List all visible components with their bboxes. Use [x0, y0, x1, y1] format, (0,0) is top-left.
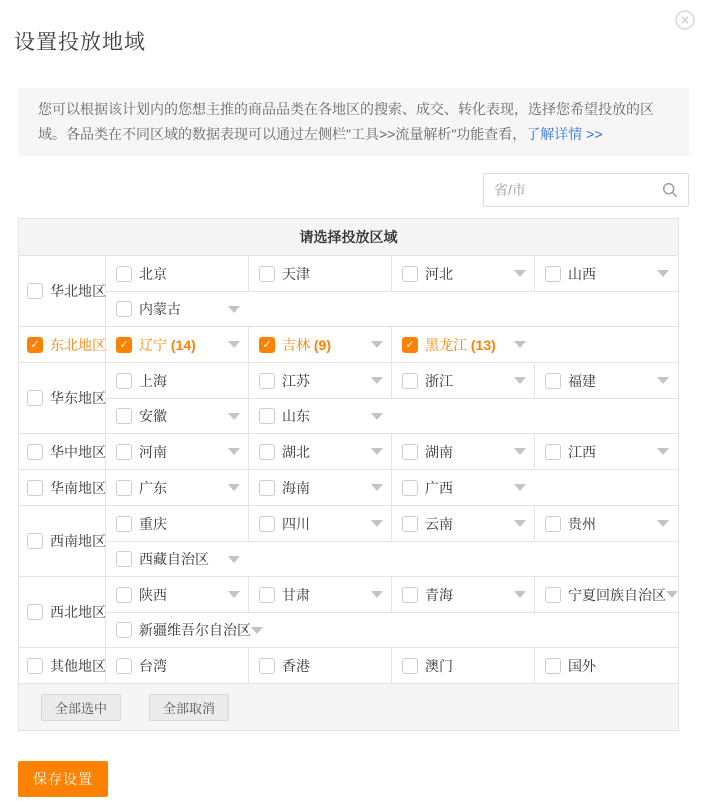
province-label: 山西 — [568, 265, 596, 282]
province-cell-inner — [402, 585, 526, 605]
selected-count: (13) — [467, 336, 496, 353]
province-cell — [249, 399, 678, 433]
province-checkbox[interactable] — [545, 658, 561, 674]
region-cell — [19, 470, 106, 505]
province-cell-inner — [545, 514, 669, 534]
province-subrows — [106, 327, 678, 362]
province-subrow — [106, 398, 678, 433]
search-icon[interactable] — [662, 182, 678, 198]
region-checkbox[interactable] — [27, 604, 43, 620]
province-cell-inner — [116, 549, 240, 569]
province-cell-inner — [545, 442, 669, 462]
province-cell-inner — [259, 585, 383, 605]
select-all-button[interactable]: 全部选中 — [41, 694, 121, 721]
province-cell-inner — [116, 656, 240, 676]
province-cell — [392, 434, 535, 469]
province-subrows — [106, 648, 678, 683]
chevron-down-icon[interactable] — [228, 413, 240, 420]
province-label: 辽宁 (14) — [139, 336, 196, 353]
province-checkbox[interactable] — [402, 373, 418, 389]
notice-box — [18, 88, 689, 156]
province-label: 贵州 — [568, 515, 596, 532]
province-cell-inner — [402, 371, 526, 391]
region-cell — [19, 434, 106, 469]
search-input[interactable] — [494, 182, 662, 198]
province-cell-inner — [402, 442, 526, 462]
province-label: 上海 — [139, 372, 167, 389]
province-label: 广西 — [425, 479, 453, 496]
province-label: 甘肃 — [282, 586, 310, 603]
region-row — [19, 434, 678, 470]
province-cell-inner — [116, 371, 240, 391]
notice-text: 您可以根据该计划内的您想主推的商品品类在各地区的搜索、成交、转化表现，选择您希望投放的区域。各品类在不同区域的数据表现可以通过左侧栏"工具>>流量解析"功能查看， — [38, 101, 654, 142]
province-cell-inner — [259, 656, 383, 676]
region-table — [18, 218, 679, 731]
province-cell-inner — [116, 514, 240, 534]
province-label: 北京 — [139, 265, 167, 282]
province-cell — [249, 363, 392, 398]
chevron-down-icon[interactable] — [228, 484, 240, 491]
province-cell — [535, 506, 678, 541]
province-label: 江西 — [568, 443, 596, 460]
province-checkbox[interactable] — [259, 408, 275, 424]
province-cell-inner — [116, 264, 240, 284]
province-subrow — [106, 470, 678, 505]
province-label: 云南 — [425, 515, 453, 532]
chevron-down-icon[interactable] — [228, 448, 240, 455]
province-label: 台湾 — [139, 657, 167, 674]
province-label: 湖南 — [425, 443, 453, 460]
province-cell — [106, 506, 249, 541]
province-label: 青海 — [425, 586, 453, 603]
province-checkbox[interactable] — [545, 444, 561, 460]
region-checkbox[interactable]: ✓ — [27, 337, 43, 353]
chevron-down-icon[interactable] — [657, 448, 669, 455]
region-label: 西北地区 — [50, 604, 106, 620]
province-label: 江苏 — [282, 372, 310, 389]
region-row — [19, 648, 678, 684]
province-checkbox[interactable] — [116, 373, 132, 389]
selected-count: (9) — [310, 336, 331, 353]
region-row — [19, 470, 678, 506]
province-subrows — [106, 434, 678, 469]
region-label: 华东地区 — [50, 390, 106, 406]
province-cell — [249, 256, 392, 291]
province-cell — [106, 256, 249, 291]
province-label: 山东 — [282, 408, 310, 424]
province-checkbox[interactable] — [259, 266, 275, 282]
region-rows — [19, 256, 678, 684]
region-checkbox[interactable] — [27, 390, 43, 406]
region-label: 华中地区 — [50, 443, 106, 460]
province-subrow — [106, 291, 678, 326]
province-label: 西藏自治区 — [139, 551, 209, 567]
province-checkbox[interactable] — [545, 266, 561, 282]
province-label: 陕西 — [139, 586, 167, 603]
province-checkbox[interactable] — [259, 480, 275, 496]
province-label: 福建 — [568, 372, 596, 389]
region-row — [19, 577, 678, 648]
chevron-down-icon[interactable] — [371, 377, 383, 384]
page-title: 设置投放地域 — [14, 31, 146, 54]
chevron-down-icon[interactable] — [514, 377, 526, 384]
province-cell-inner — [116, 335, 240, 355]
chevron-down-icon[interactable] — [514, 270, 526, 277]
region-cell — [19, 256, 106, 326]
province-checkbox[interactable] — [116, 444, 132, 460]
province-label: 湖北 — [282, 443, 310, 460]
province-cell — [106, 292, 678, 326]
province-subrow — [106, 506, 678, 541]
province-checkbox[interactable] — [402, 480, 418, 496]
chevron-down-icon[interactable] — [371, 591, 383, 598]
province-cell — [106, 577, 249, 612]
province-cell — [106, 363, 249, 398]
region-checkbox[interactable] — [27, 658, 43, 674]
table-header: 请选择投放区域 — [19, 219, 678, 256]
chevron-down-icon[interactable] — [514, 484, 526, 491]
province-cell-inner — [259, 264, 383, 284]
province-cell-inner — [259, 335, 383, 355]
province-cell-inner — [545, 585, 670, 605]
province-cell — [392, 327, 678, 362]
chevron-down-icon[interactable] — [371, 520, 383, 527]
province-cell-inner — [116, 585, 240, 605]
region-label: 东北地区 — [50, 336, 106, 353]
region-checkbox[interactable] — [27, 283, 43, 299]
province-checkbox[interactable] — [259, 444, 275, 460]
province-subrow — [106, 363, 678, 398]
province-subrows — [106, 506, 678, 576]
chevron-down-icon[interactable] — [228, 591, 240, 598]
province-cell — [392, 470, 678, 505]
province-checkbox[interactable] — [402, 516, 418, 532]
region-cell — [19, 577, 106, 647]
province-label: 重庆 — [139, 515, 167, 532]
province-checkbox[interactable] — [259, 587, 275, 603]
chevron-down-icon[interactable] — [371, 341, 383, 348]
chevron-down-icon[interactable] — [371, 484, 383, 491]
table-footer — [19, 684, 678, 730]
province-cell — [535, 256, 678, 291]
province-subrow — [106, 577, 678, 612]
province-subrow — [106, 434, 678, 469]
region-row — [19, 327, 678, 363]
province-subrows — [106, 256, 678, 326]
province-label: 河南 — [139, 443, 167, 460]
province-checkbox[interactable] — [259, 373, 275, 389]
province-subrow — [106, 256, 678, 291]
province-cell-inner — [259, 442, 383, 462]
province-cell — [249, 648, 392, 683]
save-button[interactable]: 保存设置 — [18, 761, 108, 797]
province-cell-inner — [402, 478, 526, 498]
province-checkbox[interactable] — [259, 658, 275, 674]
chevron-down-icon[interactable] — [657, 270, 669, 277]
province-subrows — [106, 470, 678, 505]
chevron-down-icon[interactable] — [228, 556, 240, 563]
region-checkbox[interactable] — [27, 533, 43, 549]
province-cell-inner — [259, 371, 383, 391]
chevron-down-icon[interactable] — [514, 448, 526, 455]
province-label: 河北 — [425, 265, 453, 282]
province-cell-inner — [259, 514, 383, 534]
province-cell — [392, 363, 535, 398]
chevron-down-icon[interactable] — [514, 520, 526, 527]
province-label: 海南 — [282, 479, 310, 496]
province-label: 新疆维吾尔自治区 — [139, 622, 251, 638]
province-label: 国外 — [568, 657, 596, 674]
province-cell — [535, 363, 678, 398]
province-cell-inner — [116, 442, 240, 462]
province-checkbox[interactable] — [116, 266, 132, 282]
province-checkbox[interactable] — [116, 587, 132, 603]
region-checkbox[interactable] — [27, 480, 43, 496]
province-cell — [249, 506, 392, 541]
province-cell-inner — [259, 478, 383, 498]
province-checkbox[interactable]: ✓ — [116, 337, 132, 353]
province-cell-inner — [402, 335, 526, 355]
province-subrow — [106, 541, 678, 576]
province-checkbox[interactable] — [402, 266, 418, 282]
province-checkbox[interactable] — [545, 373, 561, 389]
province-checkbox[interactable] — [116, 551, 132, 567]
province-label: 天津 — [282, 265, 310, 282]
province-cell — [106, 648, 249, 683]
province-checkbox[interactable] — [545, 587, 561, 603]
province-label: 吉林 (9) — [282, 336, 331, 353]
province-cell-inner — [402, 514, 526, 534]
province-subrows — [106, 363, 678, 433]
province-cell — [249, 470, 392, 505]
province-label: 安徽 — [139, 408, 167, 424]
province-cell — [106, 399, 249, 433]
province-cell — [106, 613, 678, 647]
province-checkbox[interactable]: ✓ — [402, 337, 418, 353]
region-cell — [19, 363, 106, 433]
province-cell-inner — [259, 406, 383, 426]
province-label: 广东 — [139, 479, 167, 496]
chevron-down-icon[interactable] — [666, 591, 678, 598]
province-cell — [535, 434, 678, 469]
province-checkbox[interactable] — [116, 301, 132, 317]
province-cell — [249, 434, 392, 469]
chevron-down-icon[interactable] — [371, 448, 383, 455]
province-checkbox[interactable] — [116, 480, 132, 496]
cancel-all-button[interactable]: 全部取消 — [149, 694, 229, 721]
province-checkbox[interactable] — [402, 587, 418, 603]
province-cell-inner — [545, 371, 669, 391]
region-row — [19, 506, 678, 577]
search-box[interactable] — [483, 173, 689, 207]
province-cell-inner — [402, 656, 526, 676]
province-cell — [392, 256, 535, 291]
province-subrow — [106, 648, 678, 683]
chevron-down-icon[interactable] — [657, 520, 669, 527]
province-cell — [249, 327, 392, 362]
province-checkbox[interactable] — [116, 658, 132, 674]
region-cell — [19, 327, 106, 362]
close-icon[interactable] — [675, 10, 695, 30]
province-checkbox[interactable] — [402, 444, 418, 460]
province-checkbox[interactable] — [116, 516, 132, 532]
province-cell — [106, 470, 249, 505]
province-label: 宁夏回族自治区 — [568, 586, 666, 603]
province-cell-inner — [116, 406, 240, 426]
province-cell — [249, 577, 392, 612]
chevron-down-icon[interactable] — [228, 341, 240, 348]
chevron-down-icon[interactable] — [228, 306, 240, 313]
region-row — [19, 363, 678, 434]
province-cell — [106, 542, 678, 576]
province-cell — [106, 434, 249, 469]
chevron-down-icon[interactable] — [251, 627, 263, 634]
province-label: 澳门 — [425, 657, 453, 674]
province-label: 四川 — [282, 515, 310, 532]
province-label: 浙江 — [425, 372, 453, 389]
province-checkbox[interactable] — [116, 408, 132, 424]
region-label: 华北地区 — [50, 283, 106, 299]
province-cell-inner — [545, 656, 669, 676]
province-cell-inner — [116, 478, 240, 498]
province-label: 香港 — [282, 657, 310, 674]
province-cell-inner — [116, 620, 263, 640]
region-checkbox[interactable] — [27, 444, 43, 460]
province-subrow — [106, 327, 678, 362]
province-cell — [392, 506, 535, 541]
province-subrow — [106, 612, 678, 647]
province-subrows — [106, 577, 678, 647]
province-label: 内蒙古 — [139, 301, 181, 317]
province-cell — [392, 648, 535, 683]
province-cell — [106, 327, 249, 362]
region-row — [19, 256, 678, 327]
province-checkbox[interactable] — [545, 516, 561, 532]
province-cell-inner — [116, 299, 240, 319]
province-cell-inner — [545, 264, 669, 284]
region-label: 其他地区 — [50, 657, 106, 674]
chevron-down-icon[interactable] — [657, 377, 669, 384]
chevron-down-icon[interactable] — [514, 591, 526, 598]
province-cell — [392, 577, 535, 612]
selected-count: (14) — [167, 336, 196, 353]
learn-more-link[interactable]: 了解详情 >> — [526, 126, 603, 142]
region-label: 西南地区 — [50, 533, 106, 549]
province-checkbox[interactable]: ✓ — [259, 337, 275, 353]
province-cell — [535, 577, 678, 612]
region-cell — [19, 506, 106, 576]
province-checkbox[interactable] — [116, 622, 132, 638]
region-cell — [19, 648, 106, 683]
chevron-down-icon[interactable] — [371, 413, 383, 420]
search-row — [18, 173, 689, 207]
region-label: 华南地区 — [50, 479, 106, 496]
province-checkbox[interactable] — [402, 658, 418, 674]
province-cell — [535, 648, 678, 683]
province-cell-inner — [402, 264, 526, 284]
province-checkbox[interactable] — [259, 516, 275, 532]
province-label: 黑龙江 (13) — [425, 336, 496, 353]
chevron-down-icon[interactable] — [514, 341, 526, 348]
